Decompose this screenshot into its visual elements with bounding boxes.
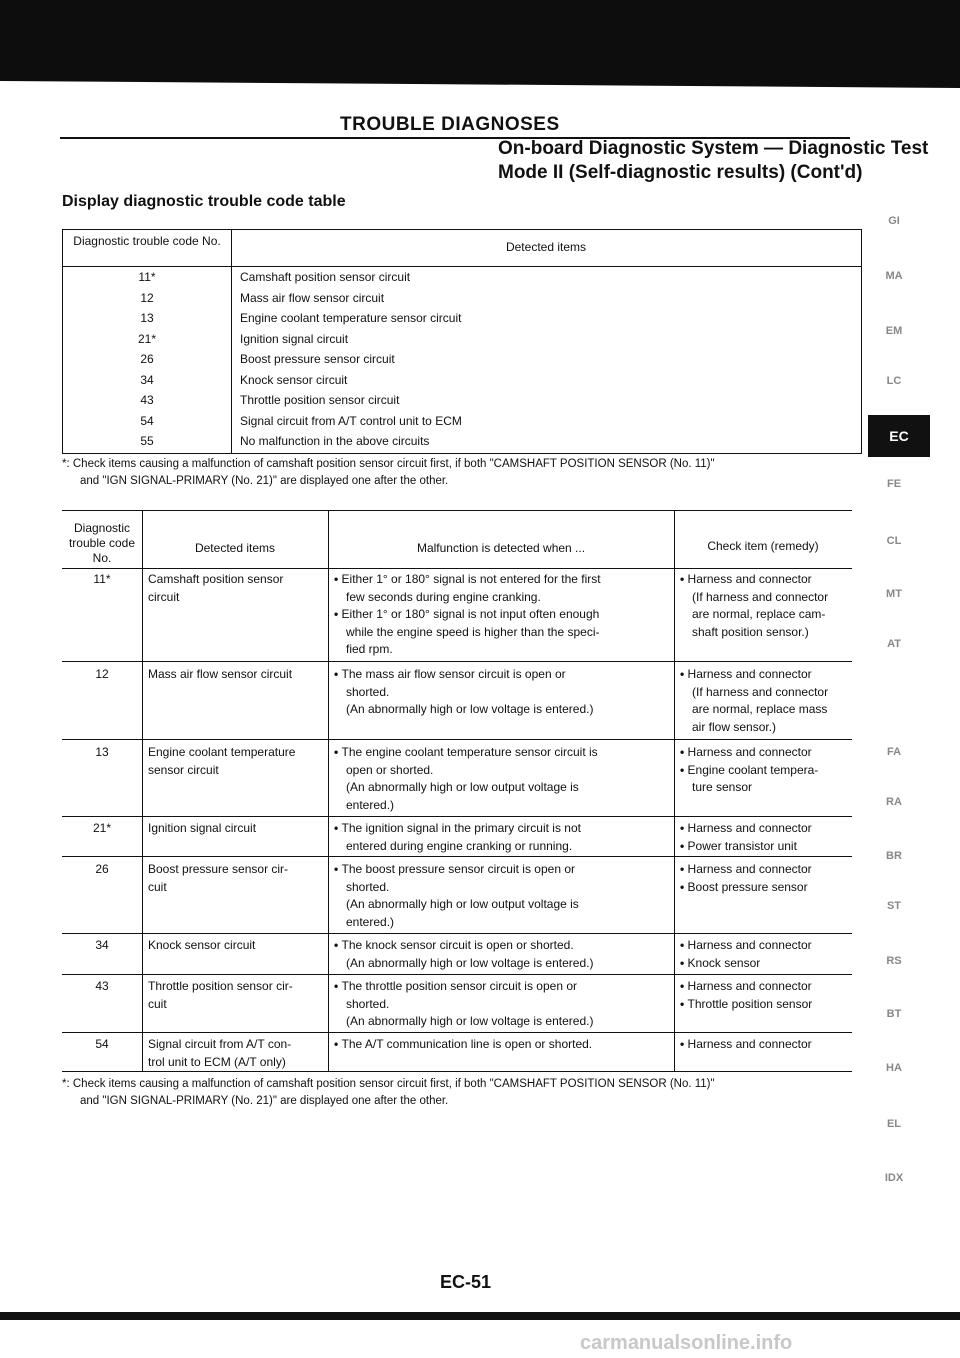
code-cell: 26 [95, 862, 109, 876]
item-line: Camshaft position sensor [148, 572, 284, 586]
code-cell: 54 [140, 413, 154, 428]
tab-br[interactable]: BR [886, 850, 902, 862]
code-cell: 13 [95, 745, 109, 759]
row-divider [62, 974, 852, 975]
row-divider [62, 661, 852, 662]
code-cell: 12 [140, 290, 154, 305]
item-line: Boost pressure sensor cir- [148, 862, 289, 876]
header-malfunction: Malfunction is detected when ... [416, 541, 586, 555]
malfunction-line: open or shorted. [346, 762, 434, 777]
malfunction-cell [334, 937, 593, 972]
header-code: Diagnostic trouble code No. [73, 234, 221, 248]
footnote-line: and "IGN SIGNAL-PRIMARY (No. 21)" are displayed one after the other. [80, 475, 449, 487]
check-cell [680, 978, 812, 1013]
tab-mt[interactable]: MT [886, 588, 902, 600]
footer-black-bar [0, 1312, 960, 1320]
malfunction-line: • The mass air flow sensor circuit is open or [334, 666, 593, 684]
code-cell: 34 [95, 938, 109, 952]
check-line: • Harness and connector [680, 666, 828, 684]
malfunction-line: entered during engine cranking or running. [346, 838, 573, 853]
code-cell: 21* [137, 331, 157, 346]
tab-ec[interactable]: EC [868, 415, 930, 457]
item-cell: Camshaft position sensor circuit [240, 270, 411, 284]
item-cell: Ignition signal circuit [148, 821, 257, 835]
header-black-bar [0, 0, 960, 88]
footnote-line: and "IGN SIGNAL-PRIMARY (No. 21)" are displayed one after the other. [80, 1095, 449, 1107]
tab-rs[interactable]: RS [886, 955, 902, 967]
malfunction-cell [334, 978, 593, 1031]
item-cell: Engine coolant temperature sensor circuit [240, 311, 462, 325]
tab-lc[interactable]: LC [886, 375, 902, 387]
check-line: • Harness and connector [680, 861, 812, 879]
table-row [63, 291, 861, 312]
tab-idx[interactable]: IDX [884, 1172, 904, 1184]
item-cell: Knock sensor circuit [148, 938, 256, 952]
item-cell: Mass air flow sensor circuit [148, 667, 293, 681]
item-cell [148, 978, 293, 1013]
item-cell: Throttle position sensor circuit [240, 393, 400, 407]
malfunction-line: • The boost pressure sensor circuit is open or [334, 861, 579, 879]
malfunction-line: few seconds during engine cranking. [346, 589, 541, 604]
item-line: sensor circuit [148, 762, 219, 777]
code-cell: 21* [92, 821, 112, 835]
header-divider [63, 266, 861, 267]
watermark: carmanualsonline.info [580, 1332, 793, 1354]
tab-bt[interactable]: BT [886, 1008, 902, 1020]
check-line: (If harness and connector [692, 684, 829, 699]
malfunction-cell [334, 666, 593, 719]
item-cell [148, 744, 295, 779]
footnote-2 [62, 1076, 715, 1110]
item-line: cuit [148, 879, 167, 894]
table-row [63, 311, 861, 332]
malfunction-line: • The ignition signal in the primary circuit is not [334, 820, 581, 838]
malfunction-cell [334, 571, 601, 659]
code-cell: 11* [138, 270, 156, 284]
header-divider [62, 568, 852, 569]
check-line: • Knock sensor [680, 955, 812, 973]
malfunction-line: (An abnormally high or low voltage is entered.) [346, 702, 594, 716]
malfunction-line: entered.) [346, 797, 395, 812]
header-items: Detected items [194, 541, 276, 555]
column-divider [142, 511, 143, 1071]
row-divider [62, 739, 852, 740]
item-cell [148, 1036, 291, 1071]
check-line: shaft position sensor.) [692, 624, 809, 639]
page-subtitle-line2: Mode II (Self-diagnostic results) (Cont'd) [498, 162, 863, 183]
check-cell [680, 937, 812, 972]
check-line: • Harness and connector [680, 937, 812, 955]
check-line: are normal, replace mass [692, 702, 828, 716]
item-line: cuit [148, 996, 167, 1011]
tab-em[interactable]: EM [885, 325, 903, 337]
table-row [63, 393, 861, 414]
code-cell: 34 [140, 372, 154, 387]
row-divider [62, 816, 852, 817]
malfunction-line: • Either 1° or 180° signal is not input often enough [334, 606, 601, 624]
item-line: Throttle position sensor cir- [148, 979, 293, 993]
item-cell [148, 571, 283, 606]
code-cell: 11* [93, 572, 111, 586]
table-row [63, 373, 861, 394]
footnote-line: *: Check items causing a malfunction of camshaft position sensor circuit first, if both "CAMSHAFT POSITION SENSOR (No. 11)" [62, 1078, 715, 1090]
malfunction-line: • Either 1° or 180° signal is not entered for the first [334, 571, 601, 589]
item-line: circuit [148, 589, 180, 604]
malfunction-line: (An abnormally high or low output voltage is [346, 780, 579, 794]
check-line: ture sensor [692, 780, 753, 794]
malfunction-line: shorted. [346, 879, 390, 894]
tab-at[interactable]: AT [887, 638, 901, 650]
tab-st[interactable]: ST [886, 900, 902, 912]
malfunction-line: • The throttle position sensor circuit is open or [334, 978, 593, 996]
item-line: trol unit to ECM (A/T only) [148, 1054, 286, 1069]
malfunction-line: (An abnormally high or low output voltage is [346, 897, 579, 911]
malfunction-line: entered.) [346, 914, 395, 929]
check-line: are normal, replace cam- [692, 607, 826, 621]
item-cell [148, 861, 288, 896]
code-cell: 43 [95, 979, 109, 993]
row-divider [62, 933, 852, 934]
check-line: • Harness and connector [680, 744, 818, 762]
check-line: • Harness and connector [680, 571, 828, 589]
tab-cl[interactable]: CL [886, 535, 902, 547]
column-divider [674, 511, 675, 1071]
check-cell [680, 820, 812, 855]
check-line: • Boost pressure sensor [680, 879, 812, 897]
check-line: • Harness and connector [680, 820, 812, 838]
malfunction-cell [334, 861, 579, 931]
check-line: • Harness and connector [680, 1036, 812, 1054]
detail-table [62, 510, 852, 1072]
check-line: • Harness and connector [680, 978, 812, 996]
table-row [63, 332, 861, 353]
malfunction-line: (An abnormally high or low voltage is entered.) [346, 955, 594, 970]
item-cell: No malfunction in the above circuits [240, 434, 430, 448]
check-cell [680, 744, 818, 797]
table-row [63, 434, 861, 455]
tab-ra[interactable]: RA [886, 796, 902, 808]
row-divider [62, 1032, 852, 1033]
code-cell: 43 [140, 393, 154, 407]
tab-gi[interactable]: GI [888, 215, 900, 227]
code-cell: 54 [95, 1037, 109, 1051]
code-cell: 13 [140, 311, 154, 325]
check-cell [680, 861, 812, 896]
tab-fa[interactable]: FA [886, 746, 902, 758]
item-line: Engine coolant temperature [148, 745, 296, 759]
check-line: (If harness and connector [692, 589, 829, 604]
malfunction-line: shorted. [346, 996, 390, 1011]
section-title: TROUBLE DIAGNOSES [340, 114, 560, 135]
item-cell: Boost pressure sensor circuit [240, 352, 395, 366]
malfunction-line: while the engine speed is higher than the speci- [346, 624, 600, 639]
code-cell: 26 [140, 352, 154, 366]
row-divider [62, 856, 852, 857]
malfunction-cell [334, 1036, 592, 1054]
footnote-line: *: Check items causing a malfunction of camshaft position sensor circuit first, if both "CAMSHAFT POSITION SENSOR (No. 11)" [62, 458, 715, 470]
item-cell: Ignition signal circuit [240, 331, 349, 346]
table-row [63, 270, 861, 291]
malfunction-line: • The knock sensor circuit is open or shorted. [334, 937, 593, 955]
malfunction-line: fied rpm. [346, 642, 393, 656]
tab-ma[interactable]: MA [885, 270, 903, 282]
column-divider [328, 511, 329, 1071]
item-cell: Signal circuit from A/T control unit to ECM [240, 413, 462, 428]
malfunction-cell [334, 744, 598, 814]
tab-el[interactable]: EL [886, 1118, 902, 1130]
page-subtitle-line1: On-board Diagnostic System — Diagnostic Test [498, 138, 929, 159]
item-line: Signal circuit from A/T con- [148, 1037, 292, 1051]
item-cell: Knock sensor circuit [240, 372, 348, 387]
malfunction-line: • The A/T communication line is open or shorted. [334, 1036, 592, 1054]
malfunction-line: shorted. [346, 684, 390, 699]
table-heading: Display diagnostic trouble code table [62, 193, 346, 210]
summary-table [62, 229, 862, 454]
table-row [63, 352, 861, 373]
check-line: • Throttle position sensor [680, 996, 812, 1014]
page-number: EC-51 [440, 1272, 492, 1292]
header-items: Detected items [505, 240, 587, 254]
check-line: • Engine coolant tempera- [680, 762, 818, 780]
check-cell [680, 666, 828, 736]
tab-ha[interactable]: HA [886, 1062, 902, 1074]
footnote-1 [62, 456, 715, 490]
malfunction-line: (An abnormally high or low voltage is entered.) [346, 1014, 594, 1028]
check-cell [680, 571, 828, 641]
header-code: Diagnostic trouble code No. [68, 521, 136, 565]
check-line: air flow sensor.) [692, 719, 777, 734]
tab-fe[interactable]: FE [886, 478, 902, 490]
code-cell: 55 [140, 434, 154, 448]
check-line: • Power transistor unit [680, 838, 812, 856]
item-cell: Mass air flow sensor circuit [240, 290, 385, 305]
check-cell [680, 1036, 812, 1054]
malfunction-line: • The engine coolant temperature sensor circuit is [334, 744, 598, 762]
table-row [63, 414, 861, 435]
malfunction-cell [334, 820, 581, 855]
code-cell: 12 [95, 667, 109, 681]
header-check: Check item (remedy) [707, 539, 819, 553]
